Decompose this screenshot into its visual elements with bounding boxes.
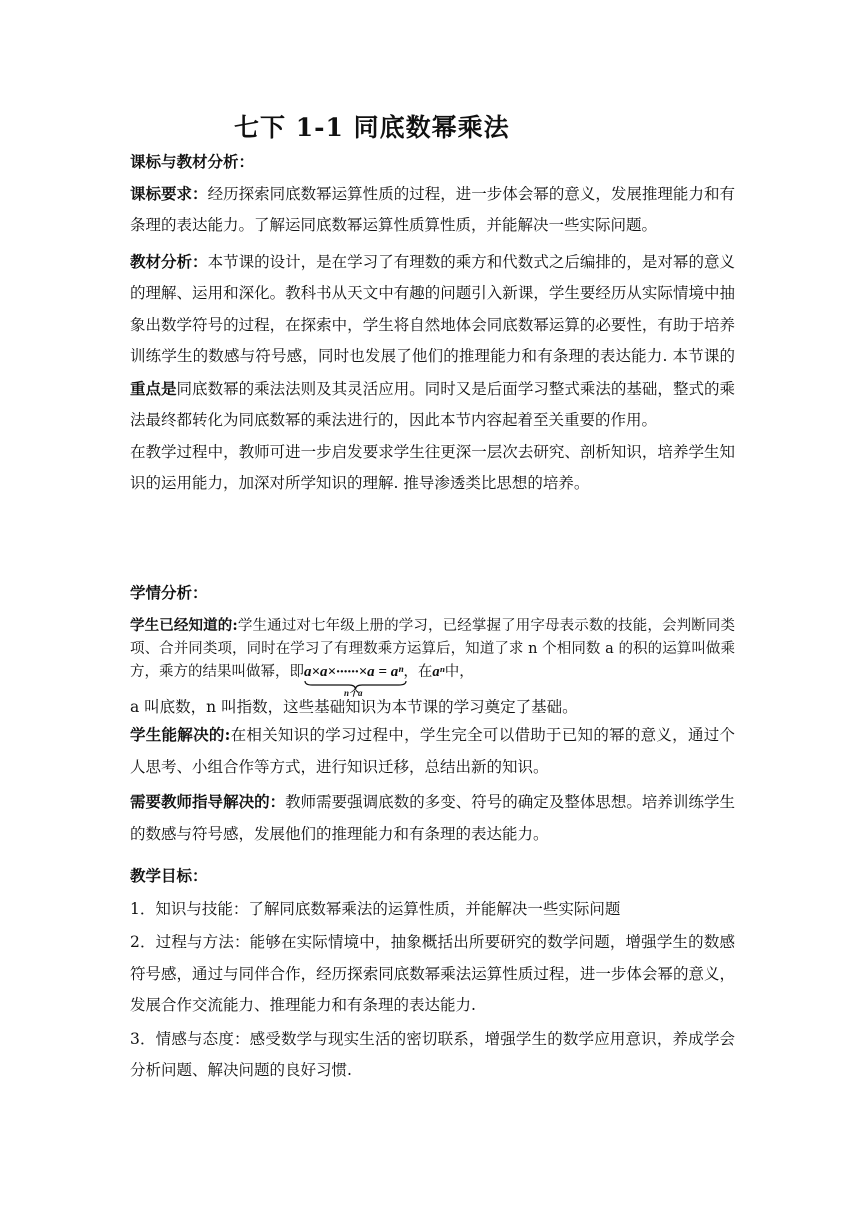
text-requirement: 经历探索同底数幂运算性质的过程，进一步体会幂的意义，发展推理能力和有条理的表达能力。了解运同底数幂运算性质算性质，并能解决一些实际问题。: [130, 184, 735, 234]
label-material: 教材分析：: [130, 251, 208, 271]
formula-inline: aⁿ: [432, 663, 445, 680]
goal-item: 2．过程与方法：能够在实际情境中，抽象概括出所要研究的数学问题，增强学生的数感符号感，通过与同伴合作，经历探索同底数幂乘法运算性质过程，进一步体会幂的意义，发展合作交流能力、推理能力和有条理的表达能力.: [130, 933, 735, 1014]
paragraph-curriculum-requirement: [130, 178, 735, 242]
text-material-2: 同底数幂的乘法法则及其灵活应用。同时又是后面学习整式乘法的基础，整式的乘法最终都转化为同底数幂的乘法进行的，因此本节内容起着至关重要的作用。: [130, 379, 735, 429]
section-heading: 学情分析：: [130, 583, 208, 602]
text-material-1: 本节课的设计，是在学习了有理数的乘方和代数式之后编排的，是对幂的意义的理解、运用和深化。教科书从天文中有趣的问题引入新课，学生要经历从实际情境中抽象出数学符号的过程，在探索中，学生将自然地体会同底数幂运算的必要性，有助于培养训练学生的数感与符号感，同时也发展了他们的推理能力和有条理的表达能力. 本节课的: [130, 252, 735, 365]
text-known-1: 学生通过对七年级上册的学习，已经掌握了用字母表示数的技能，会判断同类项、合并同类项，同时在学习了有理数乘方运算后，知道了求 n 个相同数 a 的积的运算叫做乘方，乘方的结果叫做幂，即: [130, 617, 735, 680]
paragraph-student-known: [130, 614, 735, 698]
paragraph-teaching-process: 在教学过程中，教师可进一步启发要求学生往更深一层次去研究、剖析知识，培养学生知识的运用能力，加深对所学知识的理解. 推导渗透类比思想的培养。: [130, 442, 735, 492]
formula-under-label: n个a: [344, 687, 363, 698]
label-can: 学生能解决的:: [130, 725, 231, 744]
text-key-point: 重点是: [130, 378, 177, 398]
text-known-3: 中，: [444, 663, 474, 680]
label-known: 学生已经知道的:: [130, 616, 238, 634]
section-curriculum: [130, 146, 735, 500]
paragraph-known-basics: a 叫底数，n 叫指数，这些基础知识为本节课的学习奠定了基础。: [130, 697, 578, 716]
power-formula: [304, 663, 404, 698]
text-known-2: ，在: [403, 663, 433, 680]
paragraph-material-analysis: [130, 246, 735, 437]
section-heading: 教学目标：: [130, 866, 208, 885]
goal-item: 3．情感与态度：感受数学与现实生活的密切联系，增强学生的数学应用意识，养成学会分析问题、解决问题的良好习惯.: [130, 1029, 735, 1079]
text-can: 在相关知识的学习过程中，学生完全可以借助于已知的幂的意义，通过个人思考、小组合作等方式，进行知识迁移，总结出新的知识。: [130, 726, 735, 776]
text-guide: 教师需要强调底数的多变、符号的确定及整体思想。培养训练学生的数感与符号感，发展他们的推理能力和有条理的表达能力。: [130, 793, 735, 843]
goal-item: 1．知识与技能：了解同底数幂乘法的运算性质，并能解决一些实际问题: [130, 899, 621, 918]
section-student-analysis: [130, 577, 735, 850]
document-title: 七下 1-1 同底数幂乘法: [234, 113, 510, 142]
paragraph-student-can: [130, 719, 735, 783]
section-heading: 课标与教材分析：: [130, 152, 255, 171]
formula-expression: a×a×······×a = aⁿ: [304, 663, 404, 680]
paragraph-teacher-guide: [130, 786, 735, 850]
section-teaching-goals: [130, 860, 735, 1087]
label-guide: 需要教师指导解决的：: [130, 792, 286, 811]
label-requirement: 课标要求：: [130, 183, 208, 203]
